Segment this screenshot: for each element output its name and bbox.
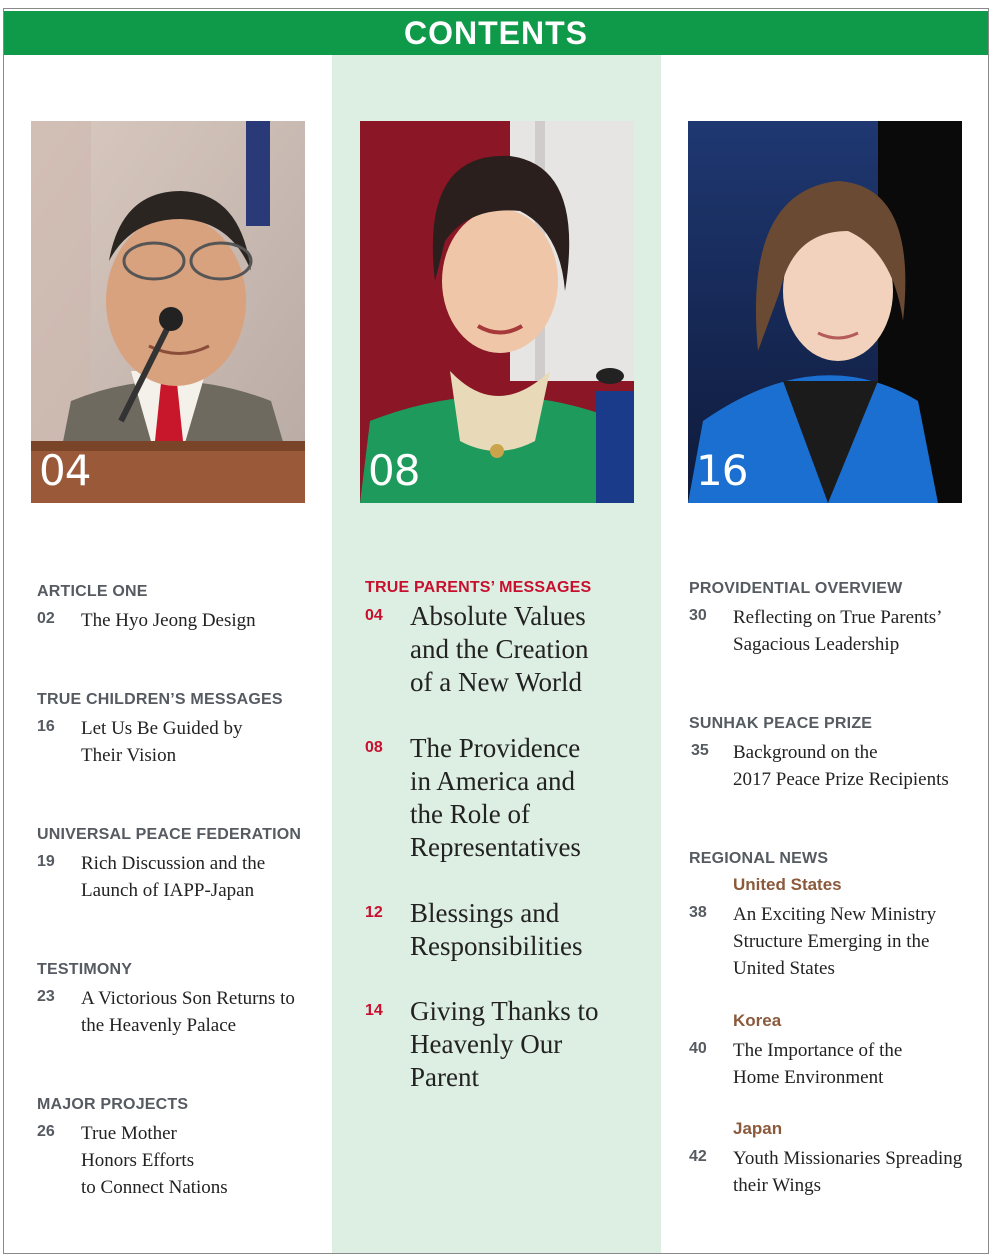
entry-page-number: 26 [37, 1123, 55, 1140]
region-name: Japan [733, 1119, 783, 1138]
section-article-one [37, 583, 327, 634]
entry-page-number: 16 [37, 718, 55, 735]
photo-page-number: 16 [696, 446, 748, 495]
entry-title: Youth Missionaries Spreading their Wings [733, 1148, 963, 1196]
toc-entry[interactable] [689, 901, 989, 982]
section-true-parents-messages [365, 579, 655, 597]
toc-entry[interactable] [37, 850, 327, 904]
photo-article-16[interactable] [688, 121, 962, 503]
contents-header: CONTENTS [4, 11, 988, 55]
region-japan [689, 1107, 989, 1199]
section-title: SUNHAK PEACE PRIZE [689, 715, 873, 732]
section-providential-overview [689, 580, 989, 658]
section-major-projects [37, 1096, 327, 1201]
entry-title: The Providence in America and the Role of Representatives [410, 733, 581, 862]
toc-entry-12[interactable] [365, 897, 655, 963]
entry-page-number: 30 [689, 607, 707, 624]
toc-entry[interactable] [689, 604, 989, 658]
toc-entry[interactable] [689, 1145, 989, 1199]
section-true-childrens-messages [37, 691, 327, 769]
section-title: PROVIDENTIAL OVERVIEW [689, 580, 903, 597]
entry-title: Absolute Values and the Creation of a New World [410, 601, 589, 697]
entry-title: Reflecting on True Parents’ Sagacious Leadership [733, 607, 943, 655]
toc-entry[interactable] [37, 607, 327, 634]
entry-page-number: 02 [37, 610, 55, 627]
region-korea [689, 999, 989, 1091]
entry-page-number: 42 [689, 1148, 707, 1165]
toc-entry[interactable] [689, 739, 989, 793]
section-testimony [37, 961, 327, 1039]
entry-title: The Hyo Jeong Design [81, 610, 256, 631]
section-title: TRUE PARENTS’ MESSAGES [365, 579, 592, 596]
entry-page-number: 35 [691, 742, 709, 759]
toc-entry[interactable] [37, 985, 327, 1039]
section-title: REGIONAL NEWS [689, 850, 829, 867]
section-title: ARTICLE ONE [37, 583, 148, 600]
region-united-states [689, 863, 989, 982]
photo-page-number: 08 [368, 446, 420, 495]
entry-title: The Importance of the Home Environment [733, 1040, 903, 1088]
entry-title: A Victorious Son Returns to the Heavenly Palace [81, 988, 295, 1036]
entry-page-number: 12 [365, 904, 383, 921]
toc-entry[interactable] [37, 715, 327, 769]
entry-page-number: 04 [365, 607, 383, 624]
entry-page-number: 23 [37, 988, 55, 1005]
entry-title: Rich Discussion and the Launch of IAPP-Japan [81, 853, 266, 901]
entry-title: True Mother Honors Efforts to Connect Nations [81, 1123, 228, 1198]
section-title: UNIVERSAL PEACE FEDERATION [37, 826, 302, 843]
entry-page-number: 19 [37, 853, 55, 870]
entry-page-number: 08 [365, 739, 383, 756]
entry-title: Let Us Be Guided by Their Vision [81, 718, 243, 766]
entry-title: Giving Thanks to Heavenly Our Parent [410, 996, 599, 1092]
toc-entry-14[interactable] [365, 995, 655, 1094]
entry-title: An Exciting New Ministry Structure Emerging in the United States [733, 904, 937, 979]
section-sunhak-peace-prize [689, 715, 989, 793]
entry-page-number: 40 [689, 1040, 707, 1057]
section-title: MAJOR PROJECTS [37, 1096, 189, 1113]
section-title: TRUE CHILDREN’S MESSAGES [37, 691, 283, 708]
photo-article-08[interactable] [360, 121, 634, 503]
region-name: Korea [733, 1011, 782, 1030]
section-universal-peace-federation [37, 826, 327, 904]
toc-entry-04[interactable] [365, 600, 655, 699]
entry-title: Blessings and Responsibilities [410, 898, 583, 961]
photo-page-number: 04 [39, 446, 91, 495]
section-title: TESTIMONY [37, 961, 133, 978]
photo-article-04[interactable] [31, 121, 305, 503]
entry-page-number: 38 [689, 904, 707, 921]
toc-entry[interactable] [37, 1120, 327, 1201]
toc-entry[interactable] [689, 1037, 989, 1091]
entry-title: Background on the 2017 Peace Prize Recipients [733, 742, 949, 790]
region-name: United States [733, 875, 842, 894]
toc-entry-08[interactable] [365, 732, 655, 864]
entry-page-number: 14 [365, 1002, 383, 1019]
